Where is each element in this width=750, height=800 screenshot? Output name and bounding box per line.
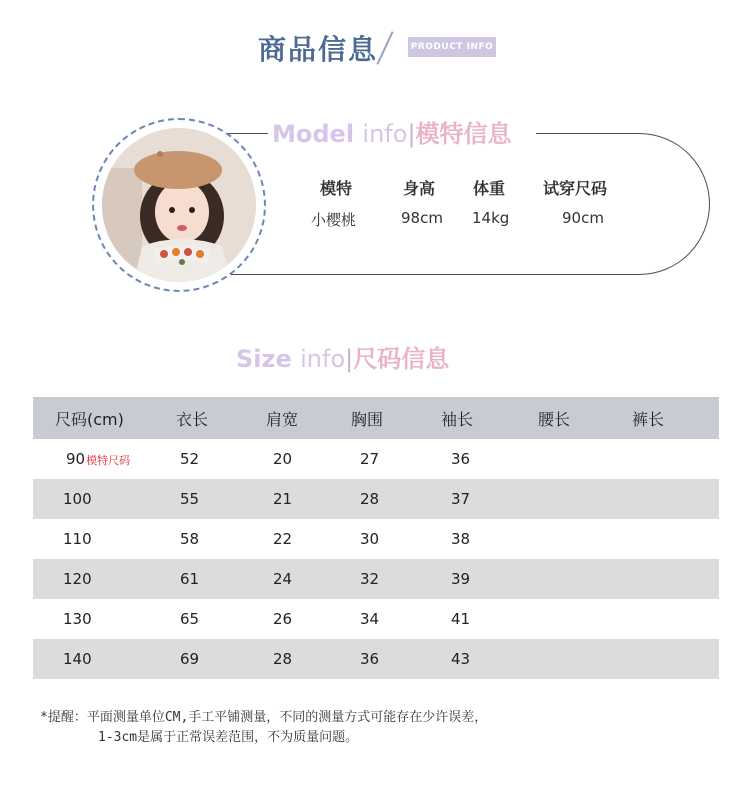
model-photo-illustration [102, 128, 256, 282]
model-info-heading [272, 114, 512, 149]
model-col-name: 模特 [320, 179, 353, 198]
chest-value: 30 [360, 530, 380, 548]
model-height-value: 98cm [401, 209, 443, 227]
product-info-badge: PRODUCT INFO [408, 37, 496, 57]
header-waist: 腰长 [538, 409, 571, 429]
table-row [33, 639, 719, 679]
size-info-heading [236, 339, 449, 374]
measurement-footnote [40, 708, 487, 748]
length-value: 61 [180, 570, 200, 588]
shoulder-value: 22 [273, 530, 293, 548]
model-heading-zh: 模特信息 [415, 120, 512, 148]
sleeve-value: 38 [451, 530, 471, 548]
table-row [33, 479, 719, 519]
title-divider [376, 31, 393, 64]
header-sleeve: 袖长 [441, 409, 474, 429]
footnote-line-1: *提醒：平面测量单位CM,手工平铺测量，不同的测量方式可能存在少许误差， [40, 710, 488, 725]
model-name-value: 小樱桃 [311, 211, 357, 229]
model-avatar-photo [102, 128, 256, 282]
sleeve-value: 36 [451, 450, 471, 468]
size-value [66, 450, 130, 468]
size-value: 130 [63, 610, 92, 628]
table-row [33, 439, 719, 479]
size-value: 120 [63, 570, 92, 588]
header-chest: 胸围 [351, 409, 384, 429]
shoulder-value: 21 [273, 490, 293, 508]
table-row [33, 559, 719, 599]
length-value: 58 [180, 530, 200, 548]
chest-value: 27 [360, 450, 380, 468]
model-size-note: 模特尺码 [86, 454, 131, 467]
size-heading-en: Size [236, 345, 292, 373]
size-value: 100 [63, 490, 92, 508]
length-value: 52 [180, 450, 200, 468]
model-col-weight: 体重 [473, 179, 506, 198]
shoulder-value: 20 [273, 450, 293, 468]
size-table-header [33, 397, 719, 439]
table-row [33, 599, 719, 639]
size-heading-separator: | [345, 345, 354, 373]
header-pants: 裤长 [632, 409, 665, 429]
size-table [33, 397, 719, 679]
shoulder-value: 24 [273, 570, 293, 588]
size-number: 90 [66, 450, 86, 468]
model-col-height: 身高 [403, 179, 436, 198]
size-heading-en-light: info [300, 345, 346, 373]
model-heading-en: Model [272, 120, 355, 148]
model-col-size: 试穿尺码 [543, 179, 608, 198]
shoulder-value: 28 [273, 650, 293, 668]
length-value: 69 [180, 650, 200, 668]
table-row [33, 519, 719, 559]
page-title: 商品信息 [258, 33, 379, 66]
model-heading-separator: | [407, 120, 416, 148]
footnote-line-2: 1-3cm是属于正常误差范围，不为质量问题。 [98, 730, 359, 745]
length-value: 65 [180, 610, 200, 628]
length-value: 55 [180, 490, 200, 508]
sleeve-value: 39 [451, 570, 471, 588]
size-value: 140 [63, 650, 92, 668]
size-value: 110 [63, 530, 92, 548]
header-shoulder: 肩宽 [266, 409, 299, 429]
size-heading-zh: 尺码信息 [353, 345, 450, 373]
header-size: 尺码(cm) [55, 409, 124, 429]
model-size-value: 90cm [562, 209, 604, 227]
chest-value: 28 [360, 490, 380, 508]
sleeve-value: 37 [451, 490, 471, 508]
model-heading-en-light: info [362, 120, 408, 148]
chest-value: 36 [360, 650, 380, 668]
shoulder-value: 26 [273, 610, 293, 628]
model-weight-value: 14kg [472, 209, 510, 227]
chest-value: 34 [360, 610, 380, 628]
header-length: 衣长 [176, 409, 209, 429]
sleeve-value: 41 [451, 610, 471, 628]
chest-value: 32 [360, 570, 380, 588]
sleeve-value: 43 [451, 650, 471, 668]
